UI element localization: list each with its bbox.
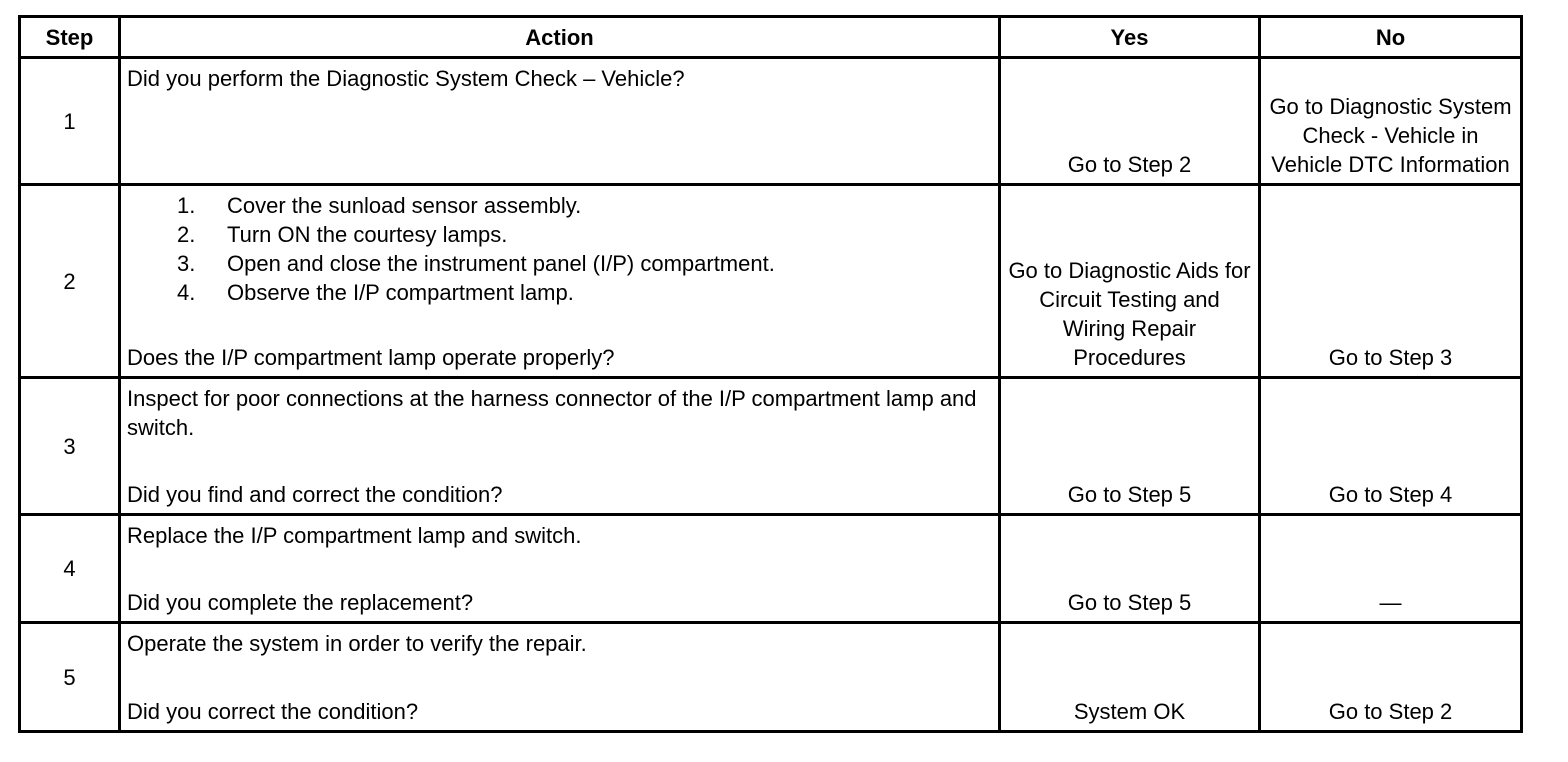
table-row (20, 58, 1522, 185)
no-cell (1260, 185, 1522, 378)
action-text: Replace the I/P compartment lamp and switch. (127, 523, 582, 548)
action-text: Operate the system in order to verify the repair. (127, 631, 587, 656)
substep-number: 3. (177, 251, 196, 276)
substep-text: Open and close the instrument panel (I/P) compartment. (227, 251, 775, 276)
header-step: Step (20, 17, 120, 58)
list-item (177, 249, 990, 278)
step-number: 1 (20, 58, 120, 185)
substep-text: Turn ON the courtesy lamps. (227, 222, 508, 247)
no-result: — (1379, 590, 1402, 615)
step-number: 3 (20, 378, 120, 515)
no-result: Go to Step 4 (1328, 482, 1453, 507)
yes-cell (1000, 185, 1260, 378)
yes-result: Go to Diagnostic Aids for Circuit Testing and Wiring Repair Procedures (1008, 258, 1251, 370)
yes-cell (1000, 515, 1260, 623)
header-action: Action (120, 17, 1000, 58)
list-item (177, 191, 990, 220)
action-question: Did you correct the condition? (127, 699, 419, 724)
substep-number: 1. (177, 193, 196, 218)
list-item (177, 278, 990, 307)
step-number: 2 (20, 185, 120, 378)
yes-cell (1000, 58, 1260, 185)
header-yes: Yes (1000, 17, 1260, 58)
yes-result: System OK (1073, 699, 1186, 724)
step-number: 5 (20, 623, 120, 732)
no-cell (1260, 58, 1522, 185)
table-row (20, 185, 1522, 378)
no-cell (1260, 515, 1522, 623)
action-cell (120, 623, 1000, 732)
no-result: Go to Step 3 (1328, 345, 1453, 370)
no-cell (1260, 623, 1522, 732)
substep-number: 4. (177, 280, 196, 305)
no-cell (1260, 378, 1522, 515)
substep-text: Cover the sunload sensor assembly. (227, 193, 582, 218)
substep-number: 2. (177, 222, 196, 247)
substep-text: Observe the I/P compartment lamp. (227, 280, 574, 305)
no-result: Go to Diagnostic System Check - Vehicle in Vehicle DTC Information (1269, 94, 1512, 177)
step-number: 4 (20, 515, 120, 623)
yes-cell (1000, 378, 1260, 515)
action-cell (120, 515, 1000, 623)
diagnostic-table (18, 15, 1523, 733)
table-header-row (20, 17, 1522, 58)
table-row (20, 378, 1522, 515)
no-result: Go to Step 2 (1328, 699, 1453, 724)
header-no: No (1260, 17, 1522, 58)
yes-result: Go to Step 5 (1067, 590, 1192, 615)
action-question: Did you find and correct the condition? (127, 482, 503, 507)
list-item (177, 220, 990, 249)
action-question: Does the I/P compartment lamp operate properly? (127, 345, 615, 370)
yes-result: Go to Step 2 (1067, 152, 1192, 177)
action-question: Did you complete the replacement? (127, 590, 474, 615)
table-row (20, 623, 1522, 732)
action-text: Did you perform the Diagnostic System Check – Vehicle? (127, 66, 685, 91)
action-text: Inspect for poor connections at the harness connector of the I/P compartment lamp and switch. (127, 386, 977, 440)
yes-cell (1000, 623, 1260, 732)
substep-list (177, 191, 990, 307)
yes-result: Go to Step 5 (1067, 482, 1192, 507)
action-cell (120, 185, 1000, 378)
action-cell (120, 378, 1000, 515)
table-row (20, 515, 1522, 623)
action-cell (120, 58, 1000, 185)
